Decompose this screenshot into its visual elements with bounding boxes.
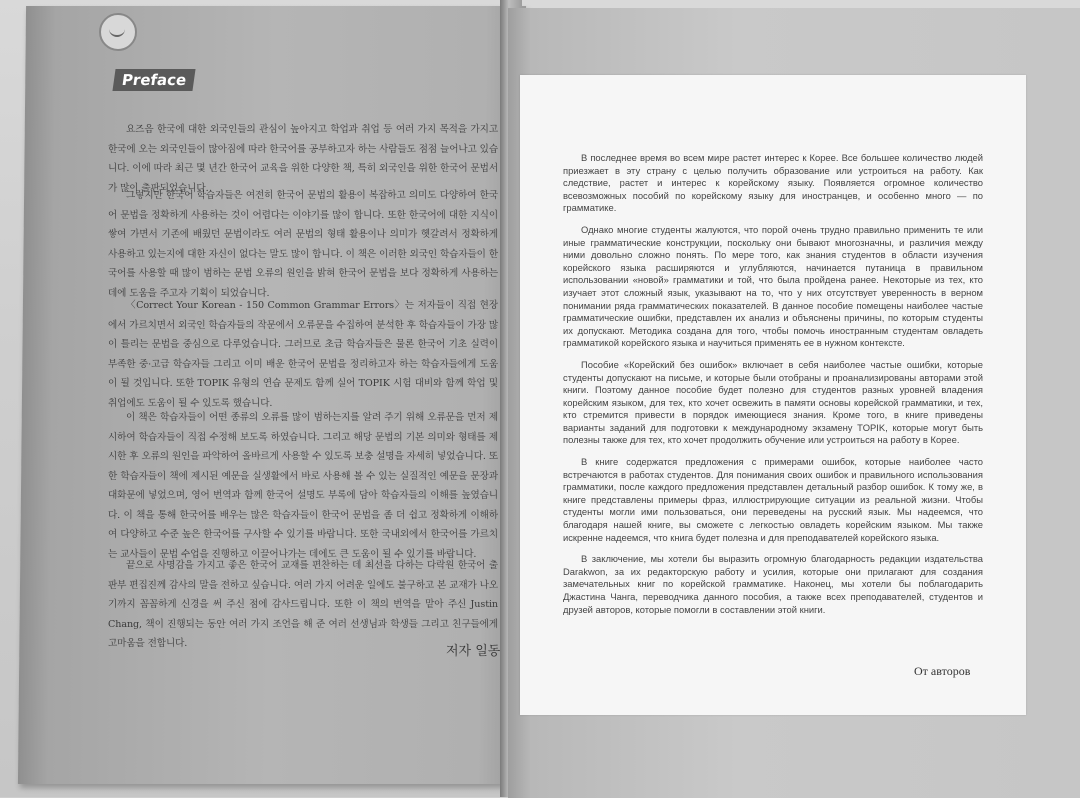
russian-paragraph-3: Пособие «Корейский без ошибок» включает в себя наиболее частые ошибки, которые студенты допускают на письме, и которые были отобраны и проанализированы авторами этой книги. Поэтому данное пособие будет полезно для студентов разных уровней владения корейским языком, для тех, кто хочет освежить в памяти основы корейской грамматики, и тех, кто стремится привести в порядок имеющиеся знания. Кроме того, в книге приведены варианты заданий для подготовки к международному экзамену TOPIK, которые могут быть полезны также для тех, кто хочет продолжить обучение или устроиться на работу в Корее. xyxy=(563,358,983,446)
russian-signature: От авторов xyxy=(914,664,971,678)
korean-paragraph-text: 요즈음 한국에 대한 외국인들의 관심이 높아지고 학업과 취업 등 여러 가지 목적을 가지고 한국에 오는 외국인들이 많아짐에 따라 한국어를 공부하고자 하는 사람들도 점점 늘어나고 있습니다. 이에 따라 최근 몇 년간 한국어 교육을 위한 다양한 책, 특히 외국인을 위한 한국어 문법서가 많이 출판되었습니다. xyxy=(108,124,498,194)
korean-signature: 저자 일동 xyxy=(446,644,501,659)
russian-text-block xyxy=(563,152,983,625)
korean-paragraph-text: 그렇지만 한국어 학습자들은 여전히 한국어 문법의 활용이 복잡하고 의미도 다양하여 한국어 문법을 정확하게 사용하는 것이 어렵다는 이야기를 많이 합니다. 또한 한국어에 대한 지식이 쌓여 가면서 기존에 배웠던 문법이라도 여러 문법의 형태 활용이나 의미가 헷갈려서 정확하게 사용하고 있는지에 대한 자신이 없다는 말도 많이 합니다. 이 책은 이러한 외국인 학습자들이 한국어를 사용할 때 많이 범하는 문법 오류의 원인을 밝혀 한국어 문법을 보다 정확하게 사용하는 데에 도움을 주고자 기획이 되었습니다. xyxy=(108,190,498,299)
korean-paragraph-5 xyxy=(108,556,498,654)
russian-paragraph-5: В заключение, мы хотели бы выразить огромную благодарность редакции издательства Darakwon, за их редакторскую работу и усилия, которые они прилагают для создания замечательных книг по корейской грамматике. Наконец, мы хотели бы поблагодарить Джастина Чанга, переводчика данного пособия, а также всех преподавателей, студентов и друзей авторов, которые помогли в составлении этой книги. xyxy=(563,553,983,615)
russian-paragraph-2: Однако многие студенты жалуются, что порой очень трудно правильно применить те или иные грамматические конструкции, поскольку они бывают многозначны, и различия между ними довольно сложно понять. По мере того, как знания студентов в области изучения корейского языка расширяются и углубляются, начинается путаница в правильном использовании «новой» грамматики и той, что была пройдена ранее. Некоторые из тех, кто изучает этот сложный язык, указывают на то, что у них отсутствует уверенность в верном понимании ряда грамматических показателей. В данное пособие помещены наиболее частые грамматические ошибки, представлен их анализ и объяснены причины, по которым студенты их допускают. Методика создана для того, чтобы помочь иностранным студентам овладеть грамматикой корейского языка и научиться применять ее в нужном контексте. xyxy=(563,223,983,349)
korean-paragraph-4 xyxy=(108,408,498,564)
russian-paragraph-1: В последнее время во всем мире растет интерес к Корее. Все большее количество людей приезжает в эту страну с целью получить образование или устроиться на работу. Как следствие, растет и интерес к корейскому языку. Появляется огромное количество всевозможных пособий по корейскому языку для иностранцев, и особенно много — по грамматике. xyxy=(563,152,983,214)
korean-paragraph-2 xyxy=(108,186,498,303)
korean-paragraph-text: 끝으로 사명감을 가지고 좋은 한국어 교재를 편찬하는 데 최선을 다하는 다락원 한국어 출판부 편집진께 감사의 말을 전하고 싶습니다. 여러 가지 어려운 일에도 불구하고 본 교재가 나오기까지 꼼꼼하게 신경을 써 주신 점에 감사드립니다. 또한 이 책의 번역을 맡아 주신 Justin Chang, 책이 진행되는 동안 여러 가지 조언을 해 준 여러 선생님과 학생들 그리고 친구들에게 고마움을 전합니다. xyxy=(108,560,498,649)
korean-paragraph-3 xyxy=(108,296,498,413)
korean-paragraph-text: 〈Correct Your Korean - 150 Common Grammar Errors〉는 저자들이 직접 현장에서 가르치면서 외국인 학습자들의 작문에서 오류문을 수집하여 분석한 후 학습자들이 가장 많이 틀리는 문법을 중심으로 다루었습니다. 그러므로 초급 학습자들은 물론 한국어 기초 실력이 부족한 중·고급 학습자들 그리고 이미 배운 한국어 문법을 정리하고자 하는 학습자들에게 도움이 될 것입니다. 또한 TOPIK 유형의 연습 문제도 함께 실어 TOPIK 시험 대비와 함께 학업 및 취업에도 도움이 될 수 있도록 했습니다. xyxy=(108,300,498,409)
mascot-logo-icon xyxy=(99,13,137,51)
preface-tag: Preface xyxy=(112,69,195,91)
korean-paragraph-text: 이 책은 학습자들이 어떤 종류의 오류를 많이 범하는지를 알려 주기 위해 오류문을 먼저 제시하여 학습자들이 직접 수정해 보도록 하였습니다. 그리고 해당 문법의 기본 의미와 형태를 제시한 후 오류의 원인을 파악하여 올바르게 사용할 수 있도록 보충 설명을 자세히 넣었습니다. 또한 학습자들이 책에 제시된 예문을 실생활에서 바로 사용해 볼 수 있는 실질적인 예문을 문장과 대화문에 넣었으며, 영어 번역과 함께 한국어 설명도 부록에 담아 학습자들의 이해를 높였습니다. 이 책을 통해 한국어를 배우는 많은 학습자들이 한국어 문법을 좀 더 쉽고 정확하게 이해하여 다양하고 수준 높은 한국어를 구사할 수 있기를 바랍니다. 또한 국내외에서 한국어를 가르치는 교사들이 문법 수업을 진행하고 이끌어나가는 데에도 큰 도움이 될 수 있기를 바랍니다. xyxy=(108,412,498,560)
russian-paragraph-4: В книге содержатся предложения с примерами ошибок, которые наиболее часто встречаются в работах студентов. Для понимания своих ошибок и правильного использования грамматики, после каждого предложения представлен детальный разбор ошибок. К тому же, в книге представлены примеры фраз, иллюстрирующие ситуации из реальной жизни. Чтобы студенты могли ими пользоваться, они переведены на русский язык. Мы надеемся, что благодаря нашей книге, вы сможете с легкостью овладеть корейским языком. Мы также искренне надеемся, что книга будет полезна и для преподавателей корейского языка. xyxy=(563,456,983,543)
